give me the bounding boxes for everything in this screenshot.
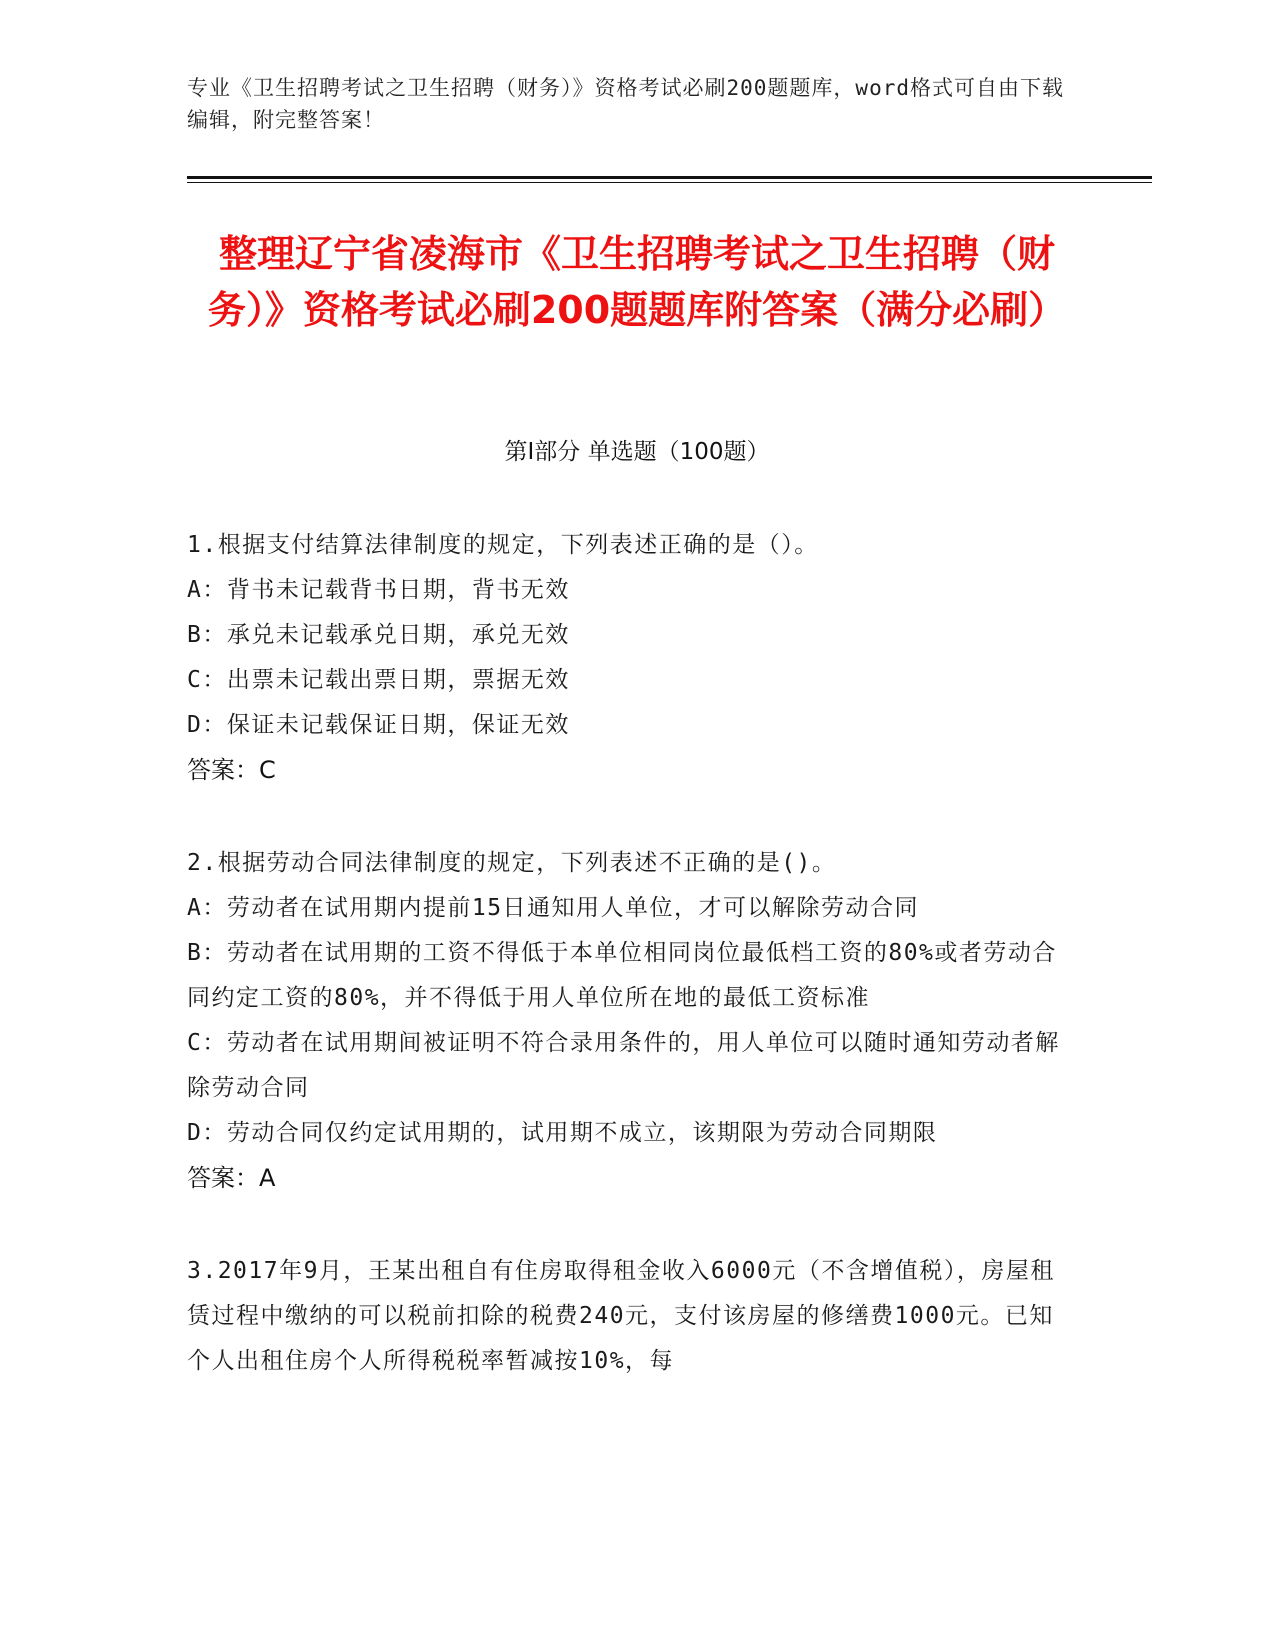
option-b: B：劳动者在试用期的工资不得低于本单位相同岗位最低档工资的80%或者劳动合同约定工资的80%，并不得低于用人单位所在地的最低工资标准 <box>187 940 1057 1011</box>
option-a: A：劳动者在试用期内提前15日通知用人单位，才可以解除劳动合同 <box>187 895 920 921</box>
document-title: 整理辽宁省凌海市《卫生招聘考试之卫生招聘（财务）》资格考试必刷200题题库附答案（满分必刷） <box>207 232 1067 332</box>
section-title: 第Ⅰ部分 单选题（100题） <box>504 439 770 465</box>
header-divider-thick <box>187 176 1152 179</box>
answer-label: 答案：A <box>187 1164 276 1192</box>
question-stem: 2.根据劳动合同法律制度的规定，下列表述不正确的是()。 <box>187 850 837 876</box>
header-note: 专业《卫生招聘考试之卫生招聘（财务）》资格考试必刷200题题库，word格式可自由下载编辑，附完整答案！ <box>187 76 1064 132</box>
question-2 <box>187 841 1077 1201</box>
answer-label: 答案：C <box>187 756 276 784</box>
option-d: D：劳动合同仅约定试用期的，试用期不成立，该期限为劳动合同期限 <box>187 1120 938 1146</box>
option-c: C：劳动者在试用期间被证明不符合录用条件的，用人单位可以随时通知劳动者解除劳动合同 <box>187 1030 1060 1101</box>
question-stem: 1.根据支付结算法律制度的规定，下列表述正确的是（）。 <box>187 532 819 558</box>
question-1 <box>187 523 1077 793</box>
option-c: C：出票未记载出票日期，票据无效 <box>187 667 570 693</box>
question-list <box>187 523 1077 1432</box>
option-a: A：背书未记载背书日期，背书无效 <box>187 577 570 603</box>
option-d: D：保证未记载保证日期，保证无效 <box>187 712 570 738</box>
question-3 <box>187 1249 1077 1384</box>
question-stem: 3.2017年9月，王某出租自有住房取得租金收入6000元（不含增值税），房屋租赁过程中缴纳的可以税前扣除的税费240元，支付该房屋的修缮费1000元。已知个人出租住房个人所得税税率暂减按10%，每 <box>187 1258 1055 1374</box>
option-b: B：承兑未记载承兑日期，承兑无效 <box>187 622 570 648</box>
header-divider-thin <box>187 182 1152 183</box>
